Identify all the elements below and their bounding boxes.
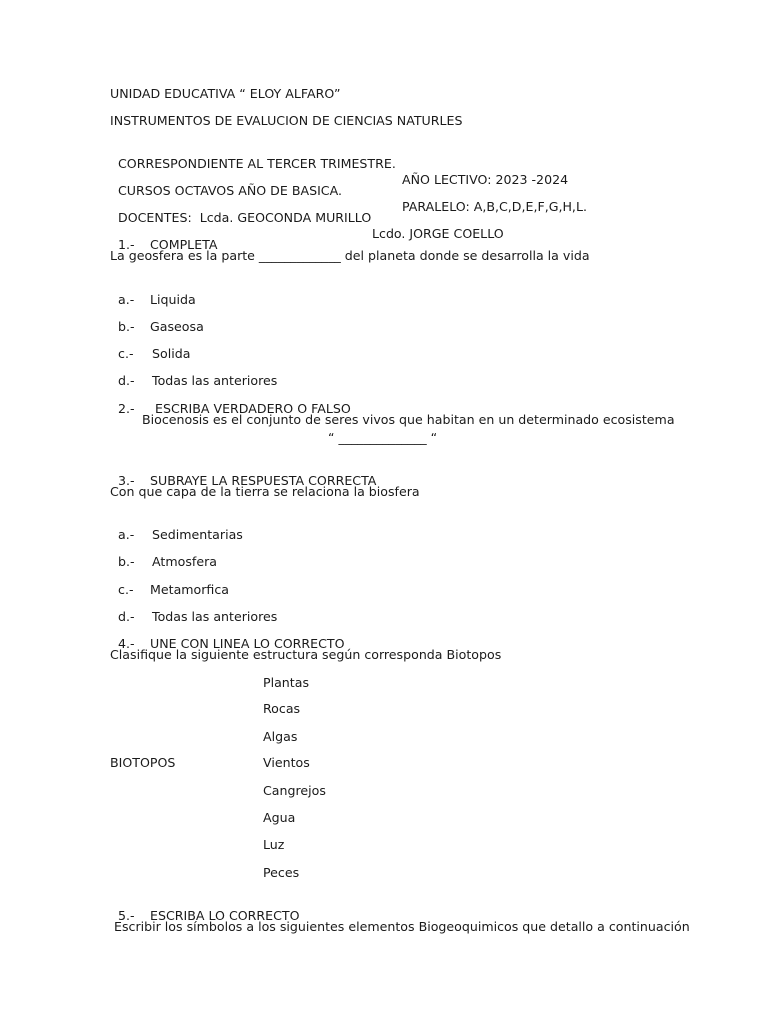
q2-title: ESCRIBA VERDADERO O FALSO [155,401,351,416]
q4-item: Rocas [263,701,301,716]
q1-prompt: La geosfera es la parte _____________ del planeta donde se desarrolla la vida [110,248,590,263]
q2-number: 2.- [118,401,135,416]
option-label: a.- [118,292,135,307]
option-text: Todas las anteriores [152,373,278,388]
option-label: b.- [118,319,135,334]
q5-number: 5.- [118,908,135,923]
option-label: c.- [118,582,134,597]
option-text: Solida [152,346,191,361]
courses-text: CURSOS OCTAVOS AÑO DE BASICA. [118,183,342,198]
option-label: a.- [118,527,135,542]
q4-number: 4.- [118,636,135,651]
q5-prompt: Escribir los símbolos a los siguientes elementos Biogeoquimicos que detallo a continuación [110,919,690,934]
q1-title: COMPLETA [150,237,218,252]
q5-title: ESCRIBA LO CORRECTO [150,908,300,923]
option-text: Liquida [150,292,196,307]
option-label: d.- [118,609,135,624]
q4-item: Luz [263,837,285,852]
q3-title: SUBRAYE LA RESPUESTA CORRECTA [150,473,377,488]
instrument-title: INSTRUMENTOS DE EVALUCION DE CIENCIAS NATURLES [110,113,463,128]
term-text: CORRESPONDIENTE AL TERCER TRIMESTRE. [118,156,396,171]
q4-category: BIOTOPOS [110,755,176,770]
option-text: Todas las anteriores [152,609,278,624]
q2-statement: Biocenosis es el conjunto de seres vivos que habitan en un determinado ecosistema [142,412,675,427]
option-label: b.- [118,554,135,569]
q4-item: Cangrejos [263,783,326,798]
q1-number: 1.- [118,237,135,252]
q4-title: UNE CON LINEA LO CORRECTO [150,636,345,651]
q3-number: 3.- [118,473,135,488]
q2-answer-blank: “ ______________ “ [328,430,438,445]
q4-item: Agua [263,810,296,825]
teacher2-text: Lcdo. JORGE COELLO [372,226,504,241]
option-text: Atmosfera [152,554,217,569]
teachers-text: DOCENTES: Lcda. GEOCONDA MURILLO [118,210,372,225]
q4-item: Vientos [263,755,310,770]
option-text: Gaseosa [150,319,204,334]
option-label: d.- [118,373,135,388]
parallel-text: PARALELO: A,B,C,D,E,F,G,H,L. [402,199,587,214]
q4-item: Algas [263,729,298,744]
q4-prompt: Clasifique la siguiente estructura según corresponda Biotopos [110,647,502,662]
school-year: AÑO LECTIVO: 2023 -2024 [402,172,569,187]
q3-prompt: Con que capa de la tierra se relaciona la biosfera [110,484,420,499]
option-text: Sedimentarias [152,527,243,542]
q4-item: Peces [263,865,300,880]
q4-item: Plantas [263,675,310,690]
school-name: UNIDAD EDUCATIVA “ ELOY ALFARO” [110,86,341,101]
option-label: c.- [118,346,134,361]
option-text: Metamorfica [150,582,230,597]
